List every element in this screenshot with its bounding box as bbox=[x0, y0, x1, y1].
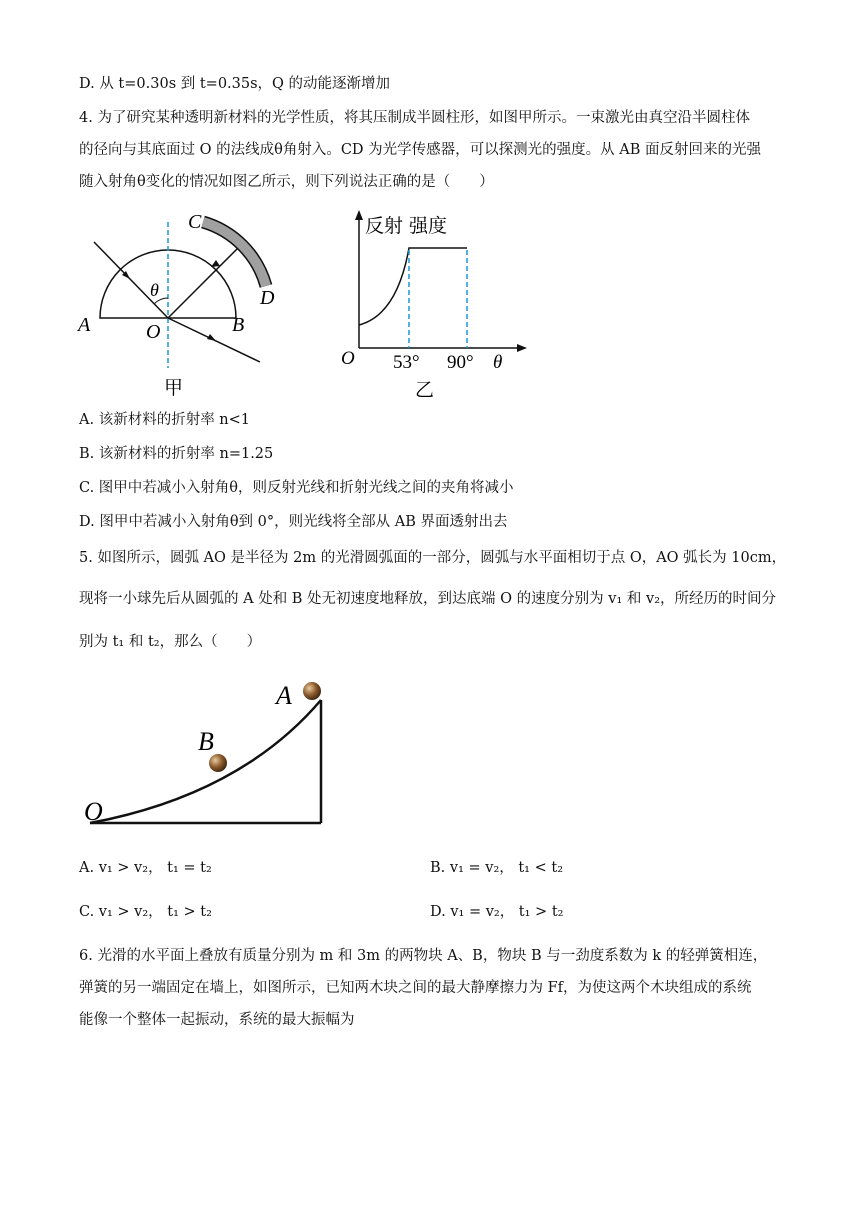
q6-stem-line-2: 弹簧的另一端固定在墙上，如图所示，已知两木块之间的最大静摩擦力为 Ff，为使这两个木块组成的系统 bbox=[79, 980, 752, 996]
q6-stem-line-3: 能像一个整体一起振动，系统的最大振幅为 bbox=[79, 1012, 355, 1028]
y-axis-label: 反射 强度 bbox=[365, 215, 448, 237]
origin-label: O bbox=[341, 348, 355, 369]
label-theta: θ bbox=[150, 280, 159, 300]
q4-stem-line-2: 的径向与其底面过 O 的法线成θ角射入。CD 为光学传感器，可以探测光的强度。从 AB 面反射回来的光强 bbox=[79, 142, 762, 158]
q5-stem-line-3: 别为 t₁ 和 t₂，那么（ ） bbox=[79, 634, 262, 650]
q5-option-d: D. v₁ = v₂， t₁ > t₂ bbox=[430, 904, 564, 920]
label-D: D bbox=[260, 287, 275, 309]
q4-option-b: B. 该新材料的折射率 n=1.25 bbox=[79, 446, 274, 462]
q4-stem-line-1: 4. 为了研究某种透明新材料的光学性质，将其压制成半圆柱形，如图甲所示。一束激光由真空沿半圆柱体 bbox=[79, 110, 750, 126]
q5-stem-line-2: 现将一小球先后从圆弧的 A 处和 B 处无初速度地释放，到达底端 O 的速度分别为 v₁ 和 v₂，所经历的时间分 bbox=[79, 591, 777, 607]
q4-option-a: A. 该新材料的折射率 n<1 bbox=[79, 412, 251, 428]
tick-53: 53° bbox=[393, 352, 420, 373]
label-A: A bbox=[276, 681, 292, 710]
caption-yi: 乙 bbox=[415, 379, 435, 401]
q4-stem-line-3: 随入射角θ变化的情况如图乙所示，则下列说法正确的是（ ） bbox=[79, 174, 494, 190]
q5-option-c: C. v₁ > v₂， t₁ > t₂ bbox=[79, 904, 212, 920]
label-C: C bbox=[188, 211, 202, 233]
label-O: O bbox=[146, 321, 161, 343]
label-A: A bbox=[78, 314, 91, 336]
q5-option-a: A. v₁ > v₂， t₁ = t₂ bbox=[79, 860, 212, 876]
q4-option-c: C. 图甲中若减小入射角θ，则反射光线和折射光线之间的夹角将减小 bbox=[79, 480, 514, 496]
figure-q5-arc bbox=[80, 670, 340, 835]
x-axis-label: θ bbox=[493, 352, 503, 373]
label-B: B bbox=[198, 727, 214, 756]
label-B: B bbox=[232, 314, 245, 336]
q5-option-b: B. v₁ = v₂， t₁ < t₂ bbox=[430, 860, 564, 876]
q3-option-d: D. 从 t=0.30s 到 t=0.35s，Q 的动能逐渐增加 bbox=[79, 76, 391, 92]
q5-stem-line-1: 5. 如图所示，圆弧 AO 是半径为 2m 的光滑圆弧面的一部分，圆弧与水平面相切于点 O，AO 弧长为 10cm， bbox=[79, 550, 787, 566]
figure-jia bbox=[70, 200, 290, 400]
tick-90: 90° bbox=[447, 352, 474, 373]
ball-B bbox=[209, 754, 227, 772]
q4-option-d: D. 图甲中若减小入射角θ到 0°，则光线将全部从 AB 界面透射出去 bbox=[79, 514, 508, 530]
ball-A bbox=[303, 682, 321, 700]
label-O: O bbox=[84, 797, 103, 826]
q6-stem-line-1: 6. 光滑的水平面上叠放有质量分别为 m 和 3m 的两物块 A、B，物块 B 与一劲度系数为 k 的轻弹簧相连， bbox=[79, 948, 768, 964]
caption-jia: 甲 bbox=[164, 377, 184, 399]
figure-yi bbox=[335, 200, 535, 405]
